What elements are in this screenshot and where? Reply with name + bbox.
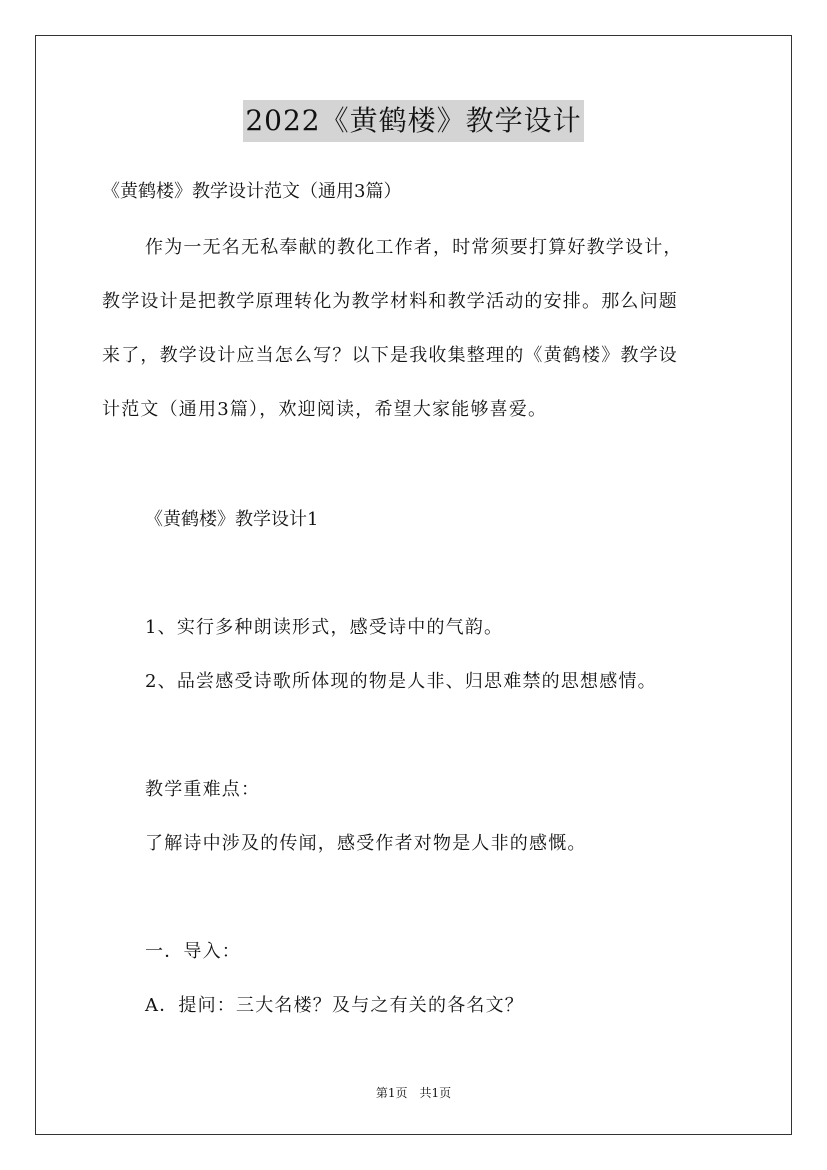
intro-line-2: 教学设计是把教学原理转化为教学材料和教学活动的安排。那么问题 — [102, 291, 678, 312]
intro-line-4: 计范文（通用3篇），欢迎阅读，希望大家能够喜爱。 — [102, 399, 548, 420]
document-title-block — [0, 100, 827, 142]
section-heading: 《黄鹤楼》教学设计1 — [145, 509, 319, 530]
document-title: 2022《黄鹤楼》教学设计 — [243, 100, 583, 142]
intro-line-3: 来了，教学设计应当怎么写？以下是我收集整理的《黄鹤楼》教学设 — [102, 345, 678, 366]
page-footer: 第1页 共1页 — [375, 1086, 452, 1100]
difficulty-text: 了解诗中涉及的传闻，感受作者对物是人非的感慨。 — [145, 833, 587, 854]
difficulty-label: 教学重难点： — [145, 779, 261, 800]
goal-item-2: 2、品尝感受诗歌所体现的物是人非、归思难禁的思想感情。 — [145, 671, 657, 692]
goal-item-1: 1、实行多种朗读形式，感受诗中的气韵。 — [145, 617, 504, 638]
subtitle: 《黄鹤楼》教学设计范文（通用3篇） — [102, 181, 402, 202]
step-a: A．提问：三大名楼？及与之有关的各名文？ — [145, 995, 524, 1016]
step-heading: 一．导入： — [145, 941, 241, 962]
intro-line-1: 作为一无名无私奉献的教化工作者，时常须要打算好教学设计， — [145, 237, 683, 258]
